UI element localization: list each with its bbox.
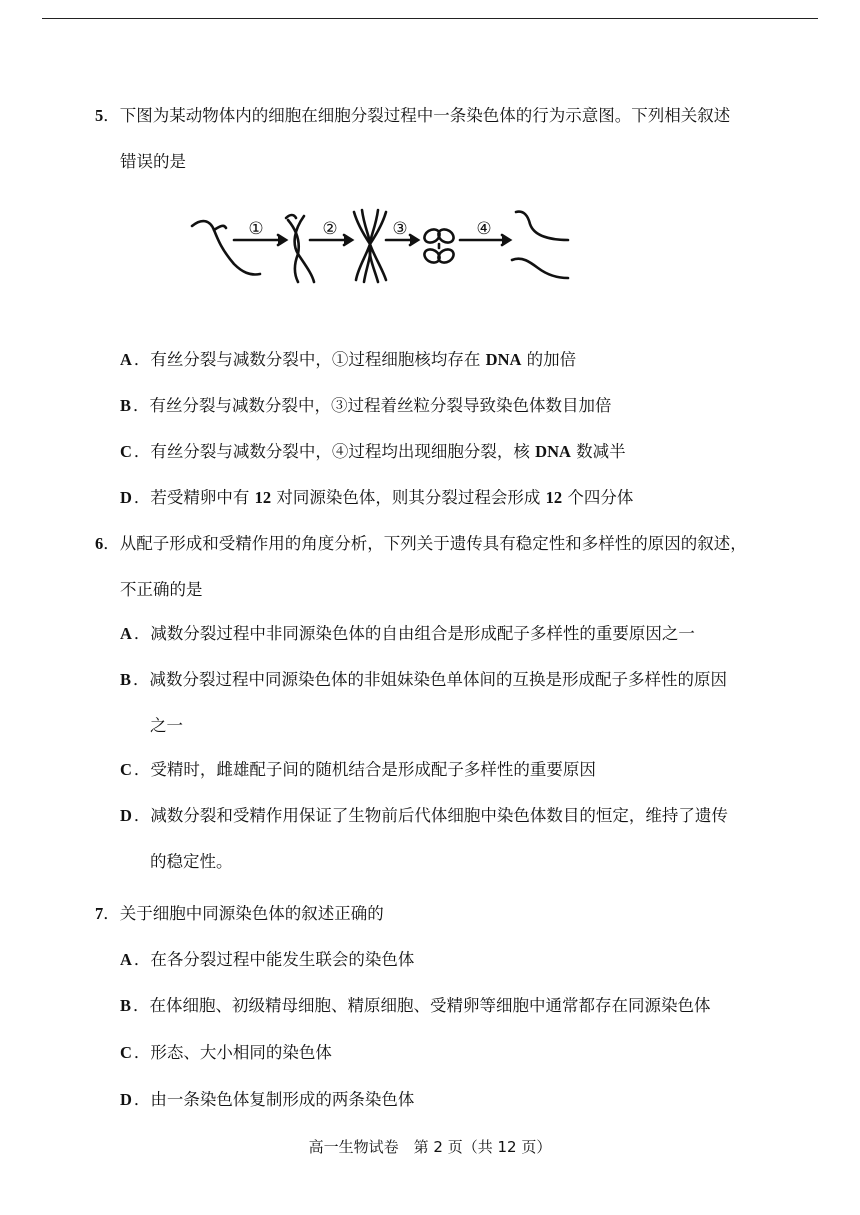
step-label-3: ③ [392, 219, 408, 239]
question-5-stem: 5．下图为某动物体内的细胞在细胞分裂过程中一条染色体的行为示意图。下列相关叙述 [95, 106, 731, 125]
chromosome-stage-3 [354, 210, 386, 282]
question-6-stem: 6．从配子形成和受精作用的角度分析，下列关于遗传具有稳定性和多样性的原因的叙述， [95, 534, 747, 553]
question-6-option-b-cont: 之一 [150, 716, 183, 735]
question-5-stem-cont: 错误的是 [120, 152, 186, 171]
question-7-option-c: C ．形态、大小相同的染色体 [120, 1043, 332, 1062]
question-5-option-c: C ．有丝分裂与减数分裂中，④过程均出现细胞分裂，核 DNA 数减半 [120, 442, 626, 461]
question-6-option-b: B ．减数分裂过程中同源染色体的非姐妹染色单体间的互换是形成配子多样性的原因 [120, 670, 728, 689]
question-number: 6 [95, 534, 104, 553]
question-5-option-b: B ．有丝分裂与减数分裂中，③过程着丝粒分裂导致染色体数目加倍 [120, 396, 612, 415]
question-6-option-c: C ．受精时，雌雄配子间的随机结合是形成配子多样性的重要原因 [120, 760, 596, 779]
question-number: 5 [95, 106, 104, 125]
step-label-4: ④ [476, 219, 492, 239]
question-5-option-d: D ．若受精卵中有 12 对同源染色体，则其分裂过程会形成 12 个四分体 [120, 488, 634, 507]
chromosome-stage-5b [512, 259, 568, 278]
question-6-option-d-cont: 的稳定性。 [150, 852, 233, 871]
header-rule [42, 18, 818, 19]
question-6-option-d: D ．减数分裂和受精作用保证了生物前后代体细胞中染色体数目的恒定，维持了遗传 [120, 806, 728, 825]
question-7-stem: 7．关于细胞中同源染色体的叙述正确的 [95, 904, 384, 923]
question-number: 7 [95, 904, 104, 923]
step-label-1: ① [248, 219, 264, 239]
question-7-option-d: D ．由一条染色体复制形成的两条染色体 [120, 1090, 415, 1109]
question-7-option-b: B ．在体细胞、初级精母细胞、精原细胞、受精卵等细胞中通常都存在同源染色体 [120, 996, 711, 1015]
step-label-2: ② [322, 219, 338, 239]
chromosome-stage-4 [422, 227, 456, 265]
question-6-stem-cont: 不正确的是 [120, 580, 203, 599]
chromosome-behavior-figure [190, 204, 580, 288]
question-5-option-a: A ．有丝分裂与减数分裂中，①过程细胞核均存在 DNA 的加倍 [120, 350, 577, 369]
question-7-option-a: A ．在各分裂过程中能发生联会的染色体 [120, 950, 415, 969]
page-footer: 高一生物试卷 第 2 页（共 12 页） [308, 1138, 552, 1156]
chromosome-stage-5a [516, 212, 568, 240]
question-6-option-a: A ．减数分裂过程中非同源染色体的自由组合是形成配子多样性的重要原因之一 [120, 624, 695, 643]
